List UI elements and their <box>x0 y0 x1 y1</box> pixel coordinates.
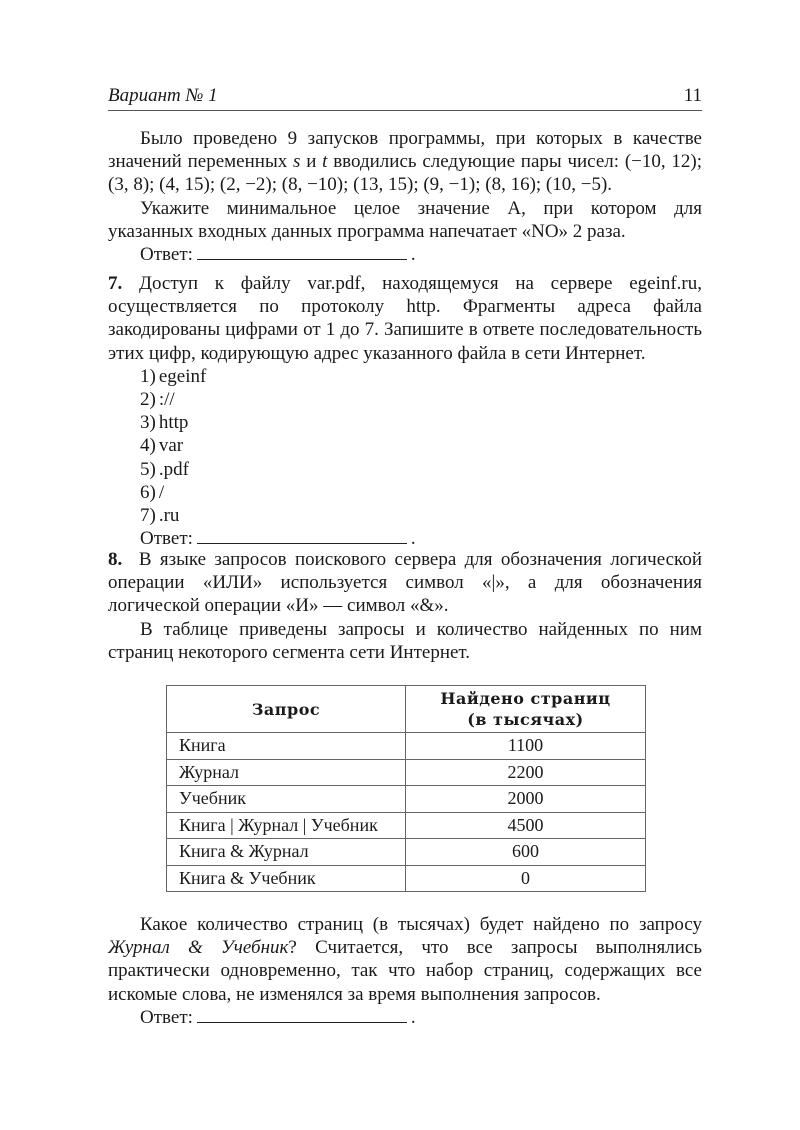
var-s: s <box>293 151 301 173</box>
task7 <box>108 272 702 550</box>
answer-blank[interactable] <box>197 243 407 260</box>
task8-answer: Ответ: . <box>140 1006 416 1028</box>
answer-blank[interactable] <box>197 527 407 544</box>
answer-blank[interactable] <box>197 1006 407 1023</box>
answer-label: Ответ: <box>140 1006 193 1028</box>
task8 <box>108 548 702 664</box>
task-number: 8. <box>108 549 123 570</box>
page-number: 11 <box>683 85 702 106</box>
header-query: Запрос <box>167 686 406 733</box>
answer-label: Ответ: <box>140 244 193 266</box>
task8-question-block <box>108 913 702 1029</box>
list-item: 5) .pdf <box>140 458 189 480</box>
task7-answer: Ответ: . <box>140 528 416 550</box>
task6-question: Укажите минимальное целое значение A, при котором для указанных входных данных программа напечатает «NO» 2 раза. <box>108 197 702 242</box>
table-row: Книга | Журнал | Учебник 4500 <box>167 812 646 839</box>
table-row: Книга & Учебник 0 <box>167 865 646 892</box>
table-row: Журнал 2200 <box>167 759 646 786</box>
list-item: 6) / <box>140 481 165 503</box>
task-number: 7. <box>108 273 123 294</box>
variant-title: Вариант № 1 <box>108 85 218 106</box>
var-t: t <box>322 151 328 173</box>
running-header <box>108 80 702 111</box>
task7-statement: 7. Доступ к файлу var.pdf, находящемуся на сервере egeinf.ru, осуществляется по протоколу http. Фрагменты адреса файла закодированы цифрами от 1 до 7. Запишите в ответе последовательность этих цифр, кодирующую адрес указанного файла в сети Интернет. <box>108 273 703 364</box>
list-item: 2) :// <box>140 389 175 411</box>
list-item: 3) http <box>140 412 189 434</box>
table-row: Учебник 2000 <box>167 786 646 813</box>
task8-question: Какое количество страниц (в тысячах) будет найдено по запросу Журнал & Учебник? Считается, что все запросы выполнялись практически одновременно, так что набор страниц, содержащих все искомые слова, не изменялся за время выполнения запросов. <box>108 914 702 1005</box>
table-header-row <box>167 686 646 733</box>
answer-label: Ответ: <box>140 528 193 550</box>
page <box>108 80 702 111</box>
table-row: Книга 1100 <box>167 733 646 760</box>
task6-paragraph-runs: Было проведено 9 запусков программы, при которых в качестве значений переменных s и t вводились следующие пары чисел: (−10, 12); (3, 8); (4, 15); (2, −2); (8, −10); (13, 15); (9, −1); (8, 16); (10, −5). <box>108 128 702 196</box>
task6-tail <box>108 127 702 266</box>
list-item: 1) egeinf <box>140 365 207 387</box>
task6-answer: Ответ: . <box>140 244 416 266</box>
table-row: Книга & Журнал 600 <box>167 839 646 866</box>
task8-table-intro: В таблице приведены запросы и количество найденных по ним страниц некоторого сегмента сети Интернет. <box>108 618 702 663</box>
task8-statement: 8. В языке запросов поискового сервера для обозначения логической операции «ИЛИ» используется символ «|», а для обозначения логической операции «И» — символ «&». <box>108 549 702 617</box>
list-item: 4) var <box>140 435 184 457</box>
header-pages: Найдено страниц (в тысячах) <box>406 686 646 733</box>
list-item: 7) .ru <box>140 505 180 527</box>
task7-options <box>108 365 702 527</box>
query-emphasis: Журнал & Учебник <box>108 937 289 959</box>
query-table <box>166 685 646 892</box>
